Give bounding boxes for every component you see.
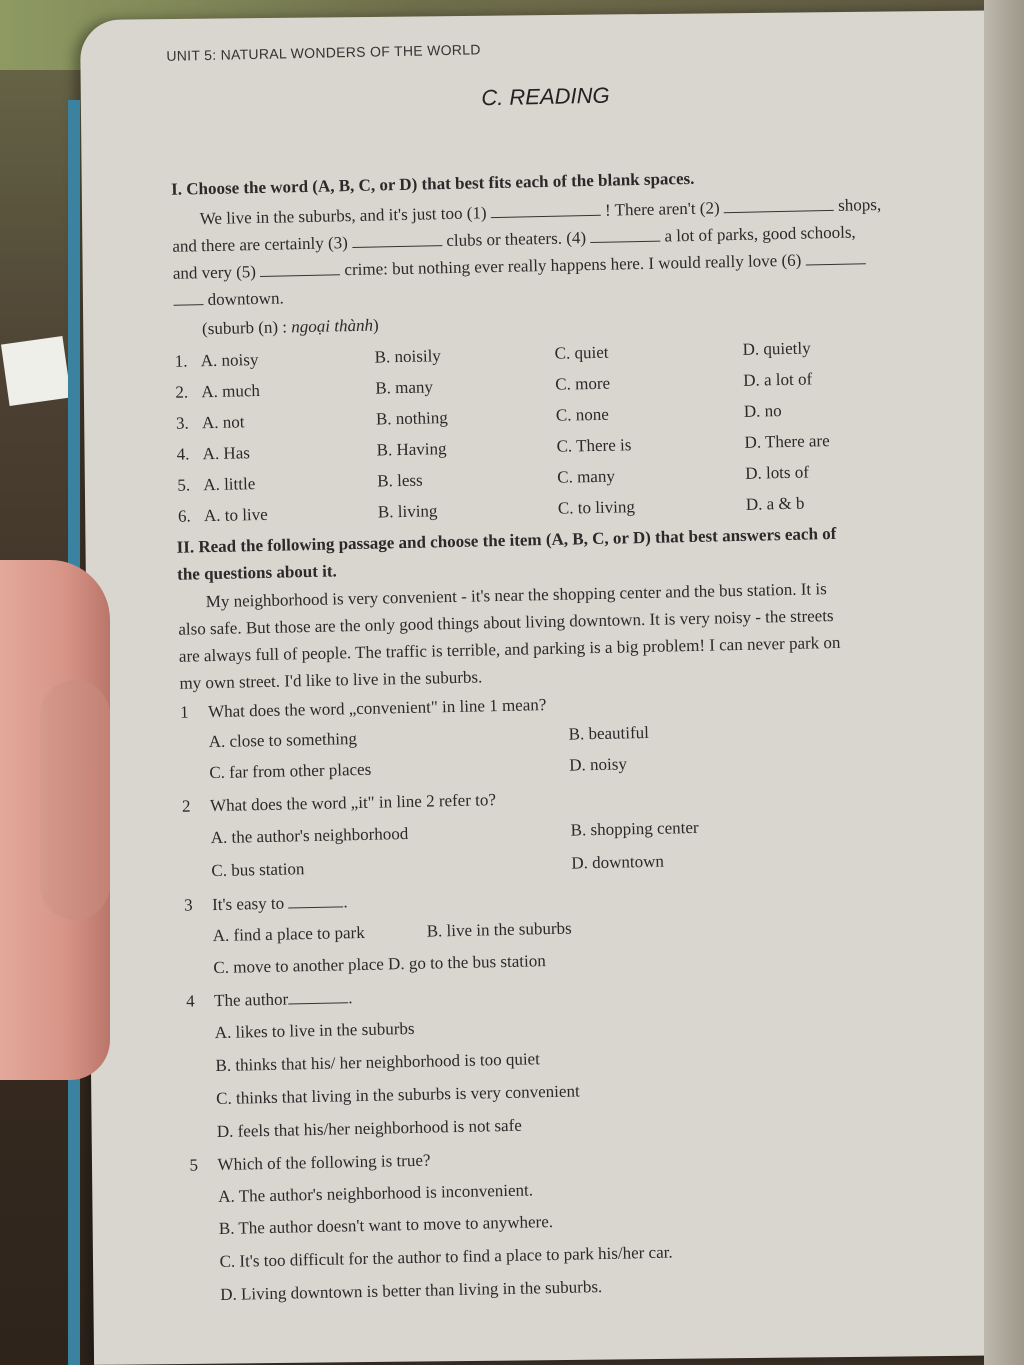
question-number: 4 xyxy=(185,991,195,1011)
passage-text: and there are certainly (3) xyxy=(172,233,349,256)
question-number: 6. xyxy=(177,506,191,526)
paper-scrap xyxy=(1,336,71,406)
option-d[interactable]: D. quietly xyxy=(742,338,811,359)
option-b[interactable]: B. Having xyxy=(376,439,447,460)
question-number: 5. xyxy=(177,475,191,495)
option-c[interactable]: C. many xyxy=(557,466,616,487)
question-text-part: . xyxy=(343,892,348,912)
blank-6[interactable] xyxy=(806,263,866,265)
blank-2[interactable] xyxy=(724,210,834,213)
option-d[interactable]: D. a lot of xyxy=(743,369,813,390)
question-number: 1 xyxy=(179,702,189,722)
option-a[interactable]: A. close to something xyxy=(208,729,358,752)
option-d[interactable]: D. no xyxy=(743,401,782,421)
section-title: C. READING xyxy=(481,82,610,111)
passage-text: shops, xyxy=(837,194,882,215)
question-number: 2. xyxy=(175,382,189,402)
question-text: What does the word „convenient" in line 1 mean? xyxy=(207,695,547,722)
option-d[interactable]: D. feels that his/her neighborhood is not safe xyxy=(216,1115,523,1142)
option-c[interactable]: C. thinks that living in the suburbs is very convenient xyxy=(215,1081,580,1109)
question-text-part: It's easy to xyxy=(211,893,285,915)
passage2-line: also safe. But those are the only good things about living downtown. It is very noisy - the streets xyxy=(178,606,834,639)
blank-5[interactable] xyxy=(260,274,340,277)
question-number: 3 xyxy=(183,895,193,915)
question-number: 5 xyxy=(189,1155,199,1175)
part1-instruction: I. Choose the word (A, B, C, or D) that best fits each of the blank spaces. xyxy=(170,168,695,199)
option-b[interactable]: B. shopping center xyxy=(570,817,699,840)
option-d[interactable]: D. lots of xyxy=(745,462,810,483)
passage2-line: are always full of people. The traffic is terrible, and parking is a big problem! I can never park on xyxy=(178,632,841,666)
gloss-text: (suburb (n) : xyxy=(201,317,292,339)
option-cd[interactable]: C. move to another place D. go to the bus station xyxy=(213,951,546,978)
blank-4[interactable] xyxy=(590,241,660,243)
question-number: 4. xyxy=(176,444,190,464)
passage-text: a lot of parks, good schools, xyxy=(664,222,856,246)
option-d[interactable]: D. There are xyxy=(744,431,830,452)
option-a[interactable]: A. Has xyxy=(202,443,251,464)
option-c[interactable]: C. bus station xyxy=(211,859,305,881)
gloss-note xyxy=(202,315,379,339)
option-a[interactable]: A. much xyxy=(201,380,261,402)
option-d[interactable]: D. a & b xyxy=(745,493,805,514)
option-b[interactable]: B. beautiful xyxy=(568,722,650,744)
option-a[interactable]: A. likes to live in the suburbs xyxy=(214,1018,415,1043)
question-number: 3. xyxy=(175,413,189,433)
option-b[interactable]: B. less xyxy=(377,470,423,491)
passage-text: crime: but nothing ever really happens here. I would really love (6) xyxy=(344,250,802,280)
passage-text: downtown. xyxy=(207,288,284,310)
option-c[interactable]: C. There is xyxy=(556,435,632,456)
option-b[interactable]: B. nothing xyxy=(375,408,448,429)
option-a[interactable]: A. not xyxy=(201,412,245,433)
option-a[interactable]: A. the author's neighborhood xyxy=(210,823,409,848)
gloss-text: ) xyxy=(372,315,379,335)
question-number: 1. xyxy=(174,351,188,371)
option-a[interactable]: A. little xyxy=(203,474,256,495)
option-d[interactable]: D. downtown xyxy=(571,851,665,873)
part2-instruction-line1: II. Read the following passage and choose the item (A, B, C, or D) that best answers each of xyxy=(176,523,837,557)
unit-title: UNIT 5: NATURAL WONDERS OF THE WORLD xyxy=(166,41,481,64)
option-a[interactable]: A. The author's neighborhood is inconvenient. xyxy=(218,1180,534,1207)
option-c[interactable]: C. quiet xyxy=(554,342,609,363)
option-b[interactable]: B. thinks that his/ her neighborhood is too quiet xyxy=(215,1049,541,1076)
option-b[interactable]: B. many xyxy=(375,377,434,398)
question-text: What does the word „it" in line 2 refer to? xyxy=(209,790,497,816)
option-b[interactable]: B. noisily xyxy=(374,346,441,367)
question-text-part: . xyxy=(348,988,353,1008)
passage-text: We live in the suburbs, and it's just too (1) xyxy=(199,203,487,229)
option-a[interactable]: A. find a place to park xyxy=(212,922,365,946)
option-b[interactable]: B. The author doesn't want to move to anywhere. xyxy=(218,1212,554,1239)
question-text: Which of the following is true? xyxy=(217,1150,431,1175)
next-page-edge xyxy=(984,0,1024,1365)
blank-3[interactable] xyxy=(352,245,442,248)
question-text xyxy=(212,892,348,915)
part2-instruction-line2: the questions about it. xyxy=(176,561,337,584)
option-a[interactable]: A. to live xyxy=(203,504,268,526)
gloss-translation: ngoại thành xyxy=(291,315,374,337)
option-a[interactable]: A. noisy xyxy=(200,350,259,371)
passage-text: and very (5) xyxy=(172,262,257,283)
passage-line-4 xyxy=(173,288,284,310)
blank-6-cont xyxy=(174,304,204,306)
passage-text: clubs or theaters. (4) xyxy=(446,228,587,251)
question-text xyxy=(214,988,353,1011)
passage-text: ! There aren't (2) xyxy=(604,198,720,220)
thumb xyxy=(40,680,110,920)
option-c[interactable]: C. to living xyxy=(557,497,636,518)
option-b[interactable]: B. live in the suburbs xyxy=(426,918,572,941)
option-b[interactable]: B. living xyxy=(377,501,438,522)
blank-1[interactable] xyxy=(491,215,601,218)
answer-blank[interactable] xyxy=(288,1002,348,1004)
question-number: 2 xyxy=(181,796,191,816)
option-d[interactable]: D. noisy xyxy=(569,754,628,775)
option-c[interactable]: C. more xyxy=(555,373,611,394)
passage2-line: my own street. I'd like to live in the suburbs. xyxy=(179,667,483,693)
option-d[interactable]: D. Living downtown is better than living in the suburbs. xyxy=(220,1277,603,1305)
option-c[interactable]: C. far from other places xyxy=(209,759,372,783)
passage2-line: My neighborhood is very convenient - it's near the shopping center and the bus station. It is xyxy=(205,579,827,612)
question-text-part: The author xyxy=(213,989,289,1011)
option-c[interactable]: C. It's too difficult for the author to find a place to park his/her car. xyxy=(219,1242,673,1272)
answer-blank[interactable] xyxy=(288,906,343,908)
option-c[interactable]: C. none xyxy=(555,404,610,425)
